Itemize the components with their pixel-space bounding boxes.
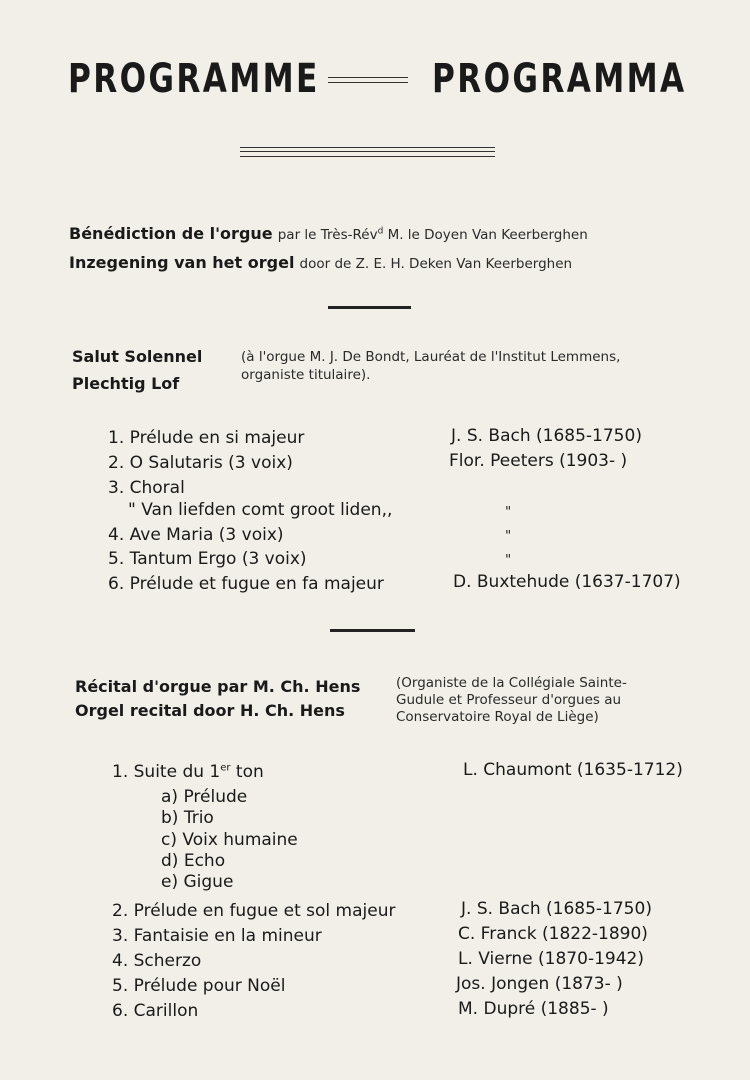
salut-item-6: 6. Prélude et fugue en fa majeur (108, 574, 384, 594)
salut-composer-5-ditto: " (505, 552, 512, 568)
salut-note-line2: organiste titulaire). (241, 367, 371, 383)
recital-title-fr: Récital d'orgue par M. Ch. Hens (75, 677, 361, 696)
salut-composer-6: D. Buxtehude (1637-1707) (453, 572, 681, 592)
salut-item-4: 4. Ave Maria (3 voix) (108, 525, 284, 545)
recital-item-3: 3. Fantaisie en la mineur (112, 926, 322, 946)
salut-composer-3-ditto: " (505, 504, 512, 520)
salut-title-nl: Plechtig Lof (72, 374, 180, 393)
recital-note-line3: Conservatoire Royal de Liège) (396, 709, 599, 725)
header-rule-top (240, 147, 495, 152)
salut-item-3: 3. Choral (108, 478, 185, 498)
section-divider-2 (330, 629, 415, 632)
benediction-fr-title: Bénédiction de l'orgue (69, 224, 273, 243)
recital-note-line2: Gudule et Professeur d'orgues au (396, 692, 622, 708)
recital-subitem-e: e) Gigue (161, 872, 234, 892)
recital-subitem-c: c) Voix humaine (161, 830, 298, 850)
recital-note-line1: (Organiste de la Collégiale Sainte- (396, 675, 627, 691)
benediction-fr-text: par le Très-Rév$^d$ M. le Doyen Van Keerberghen (277, 226, 588, 243)
recital-composer-2: J. S. Bach (1685-1750) (461, 899, 652, 919)
recital-subitem-a: a) Prélude (161, 787, 248, 807)
salut-composer-1: J. S. Bach (1685-1750) (451, 426, 642, 446)
recital-composer-3: C. Franck (1822-1890) (458, 924, 648, 944)
section-divider-1 (328, 306, 411, 309)
recital-item-1: 1. Suite du 1er ton (112, 762, 264, 782)
salut-title-fr: Salut Solennel (72, 347, 203, 366)
benediction-nl-line (69, 253, 572, 272)
recital-composer-5: Jos. Jongen (1873- ) (456, 974, 623, 994)
salut-note-line1: (à l'orgue M. J. De Bondt, Lauréat de l'Institut Lemmens, (241, 349, 621, 365)
recital-title-nl: Orgel recital door H. Ch. Hens (75, 701, 345, 720)
salut-composer-4-ditto: " (505, 528, 512, 544)
title-programme: PROGRAMME (68, 56, 320, 102)
benediction-fr-line (69, 224, 588, 243)
benediction-nl-text: door de Z. E. H. Deken Van Keerberghen (299, 256, 573, 272)
title-separator (328, 77, 408, 83)
recital-subitem-d: d) Echo (161, 851, 226, 871)
recital-subitem-b: b) Trio (161, 808, 214, 828)
recital-item-4: 4. Scherzo (112, 951, 202, 971)
salut-item-2: 2. O Salutaris (3 voix) (108, 453, 293, 473)
recital-composer-6: M. Dupré (1885- ) (458, 999, 609, 1019)
header-rule-bottom (240, 156, 495, 157)
recital-composer-4: L. Vierne (1870-1942) (458, 949, 644, 969)
title-programma: PROGRAMMA (432, 56, 687, 102)
recital-item-6: 6. Carillon (112, 1001, 199, 1021)
salut-item-5: 5. Tantum Ergo (3 voix) (108, 549, 307, 569)
salut-item-1: 1. Prélude en si majeur (108, 428, 305, 448)
recital-item-2: 2. Prélude en fugue et sol majeur (112, 901, 396, 921)
benediction-nl-title: Inzegening van het orgel (69, 253, 295, 272)
salut-item-3-subtitle: " Van liefden comt groot liden,, (128, 500, 393, 520)
recital-item-5: 5. Prélude pour Noël (112, 976, 286, 996)
recital-composer-1: L. Chaumont (1635-1712) (463, 760, 683, 780)
salut-composer-2: Flor. Peeters (1903- ) (449, 451, 628, 471)
